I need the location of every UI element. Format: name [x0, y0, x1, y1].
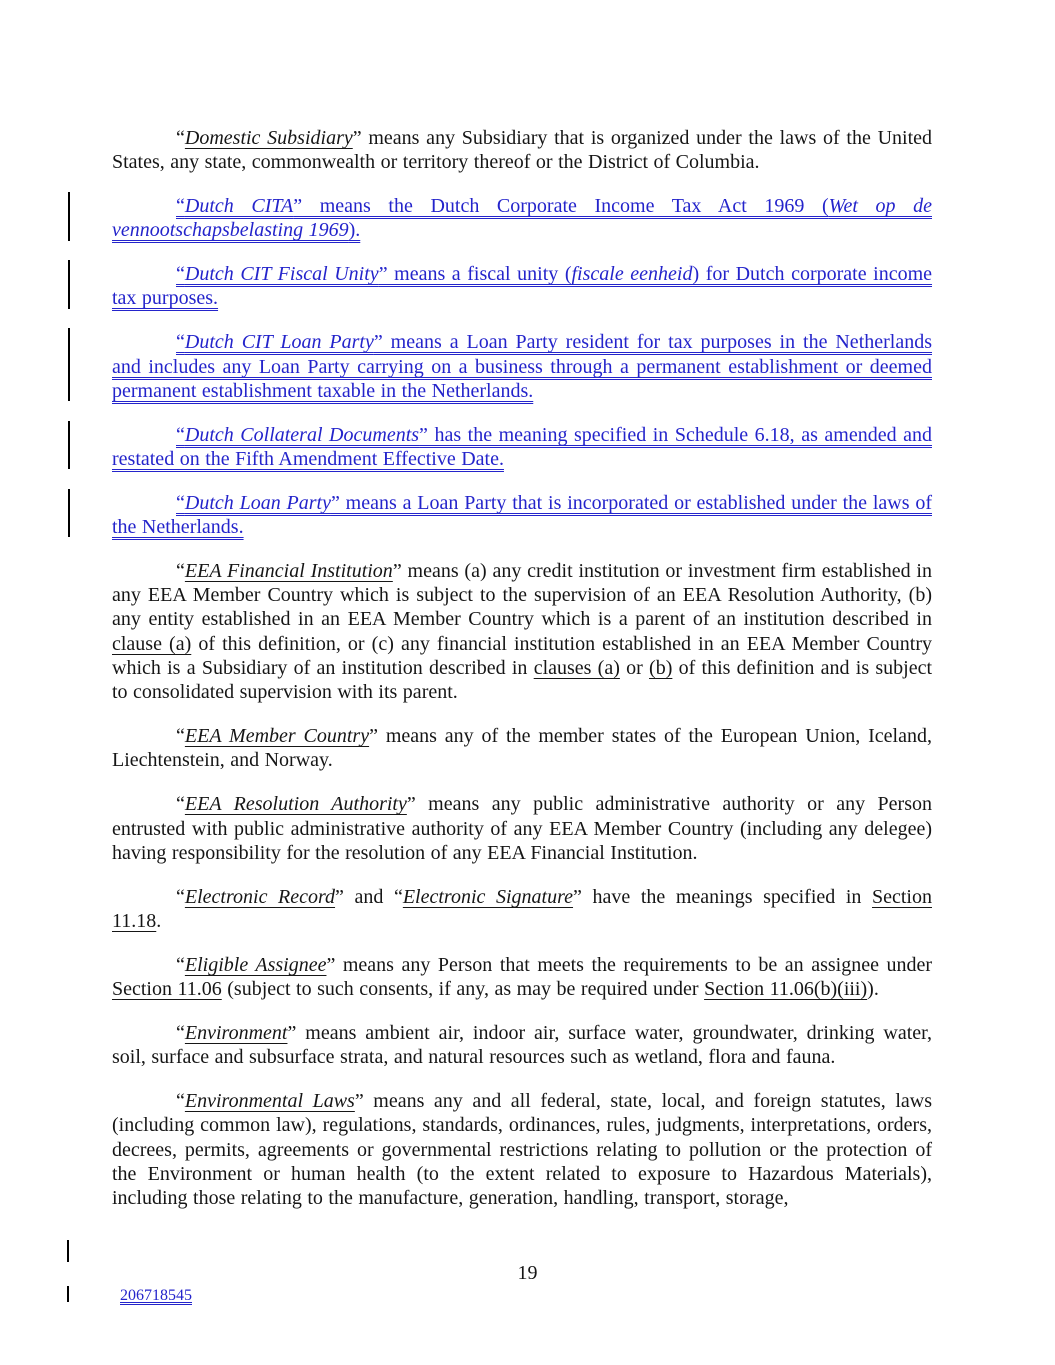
- change-bar: [68, 328, 70, 401]
- cross-reference: Section 11.06(b)(iii): [704, 978, 868, 1001]
- text-segment: “: [176, 793, 185, 816]
- text-segment: ” means (a) any credit institution or investment firm established in any EEA Member Country which is subject to the supervision of an EEA Resolution Authority, (b) any entity established in an EEA Member Country which is a parent of an institution described in: [112, 559, 932, 631]
- defined-term: Electronic Record: [184, 885, 336, 908]
- text-segment: “: [176, 491, 185, 514]
- text-segment: ” means a Loan Party that is incorporated or established under the laws of the Netherlands.: [112, 491, 932, 539]
- defined-term: EEA Financial Institution: [184, 559, 393, 582]
- cross-reference: Section 11.06: [112, 978, 222, 1001]
- text-segment: ).: [867, 978, 879, 1001]
- text-segment: “: [176, 127, 185, 149]
- text-segment: ” means any Subsidiary that is organized under the laws of the United States, any state, commonwealth or territory thereof or the District of Columbia.: [112, 127, 932, 174]
- text-segment: “: [176, 263, 185, 286]
- defined-term: Environmental Laws: [184, 1089, 355, 1112]
- text-segment: “: [176, 1021, 185, 1044]
- cross-reference: Section 11.18: [112, 885, 932, 932]
- paragraph: [112, 792, 932, 865]
- defined-term: Dutch Collateral Documents: [184, 423, 420, 446]
- text-segment: of this definition and is subject to consolidated supervision with its parent.: [112, 657, 933, 704]
- change-bar: [68, 489, 70, 538]
- change-bar: [67, 1240, 69, 1262]
- text-segment: ) for Dutch corporate income tax purposes.: [112, 263, 933, 310]
- italic-phrase: fiscale eenheid: [571, 263, 693, 286]
- text-segment: ” means a fiscal unity (: [378, 263, 572, 286]
- text-segment: ” has the meaning specified in Schedule 6.18, as amended and restated on the Fifth Amendment Effective Date.: [112, 423, 932, 470]
- inserted-paragraph: [112, 194, 932, 243]
- paragraph: [112, 724, 932, 773]
- text-segment: ).: [348, 219, 361, 242]
- paragraph: [112, 126, 932, 175]
- text-segment: ” means the Dutch Corporate Income Tax Act 1969 (: [293, 195, 829, 218]
- text-segment: “: [176, 885, 185, 908]
- change-bar: [68, 260, 70, 309]
- inserted-paragraph: [112, 330, 932, 403]
- paragraph: [112, 1089, 932, 1210]
- text-segment: “: [176, 559, 185, 582]
- change-bar: [68, 421, 70, 470]
- defined-term: Dutch CIT Loan Party: [184, 331, 374, 354]
- text-segment: “: [176, 953, 185, 976]
- defined-term: EEA Resolution Authority: [184, 793, 407, 816]
- defined-term: Domestic Subsidiary: [184, 127, 353, 149]
- document-id: 206718545: [120, 1287, 192, 1304]
- text-segment: (subject to such consents, if any, as may be required under: [221, 978, 705, 1001]
- text-segment: ” means a Loan Party resident for tax purposes in the Netherlands and includes any Loan Party carrying on a business through a permanent establishment or deemed permanent establishment taxable in the Netherlands.: [112, 331, 932, 402]
- paragraph: [112, 559, 932, 705]
- text-segment: “: [176, 195, 185, 218]
- italic-phrase: Wet op de vennootschapsbelasting 1969: [112, 195, 932, 242]
- text-segment: ” have the meanings specified in: [573, 885, 872, 908]
- text-segment: ” means any Person that meets the requirements to be an assignee under: [326, 953, 932, 976]
- document-body: [112, 126, 932, 1230]
- inserted-paragraph: [112, 423, 932, 472]
- text-segment: “: [176, 331, 185, 354]
- defined-term: Electronic Signature: [402, 885, 574, 908]
- text-segment: or: [619, 657, 650, 680]
- defined-term: Environment: [184, 1021, 288, 1044]
- text-segment: ” means any of the member states of the European Union, Iceland, Liechtenstein, and Norway.: [112, 725, 932, 772]
- cross-reference: clause (a): [112, 632, 192, 655]
- change-bar: [68, 192, 70, 241]
- text-segment: ” means any public administrative authority or any Person entrusted with public administrative authority of any EEA Member Country (including any delegee) having responsibility for the resolution of any EEA Financial Institution.: [112, 793, 932, 864]
- text-segment: .: [156, 909, 162, 932]
- page-number: 19: [517, 1262, 538, 1284]
- inserted-paragraph: [112, 491, 932, 540]
- text-segment: “: [176, 1089, 185, 1112]
- text-segment: of this definition, or (c) any financial institution established in an EEA Member Country which is a Subsidiary of an institution described in: [112, 632, 932, 680]
- text-segment: ” means any and all federal, state, local, and foreign statutes, laws (including common law), regulations, standards, ordinances, rules, judgments, interpretations, orders, decrees, permits, agreements or governmental restrictions relating to pollution or the protection of the Environment or human health (to the extent related to exposure to Hazardous Materials), including those relating to the manufacture, generation, handling, transport, storage,: [112, 1089, 932, 1210]
- paragraph: [112, 1021, 932, 1070]
- text-segment: ” means ambient air, indoor air, surface water, groundwater, drinking water, soil, surface and subsurface strata, and natural resources such as wetland, flora and fauna.: [112, 1021, 932, 1069]
- defined-term: Dutch CITA: [184, 195, 294, 218]
- defined-term: EEA Member Country: [184, 725, 370, 748]
- paragraph: [112, 885, 932, 934]
- cross-reference: (b): [649, 657, 673, 680]
- defined-term: Dutch Loan Party: [184, 491, 331, 514]
- inserted-paragraph: [112, 262, 932, 311]
- text-segment: “: [176, 725, 185, 748]
- change-bar: [67, 1286, 69, 1302]
- defined-term: Eligible Assignee: [184, 953, 327, 976]
- cross-reference: clauses (a): [533, 657, 620, 680]
- defined-term: Dutch CIT Fiscal Unity: [184, 263, 379, 286]
- text-segment: “: [176, 423, 185, 446]
- text-segment: ” and “: [335, 885, 403, 908]
- paragraph: [112, 953, 932, 1002]
